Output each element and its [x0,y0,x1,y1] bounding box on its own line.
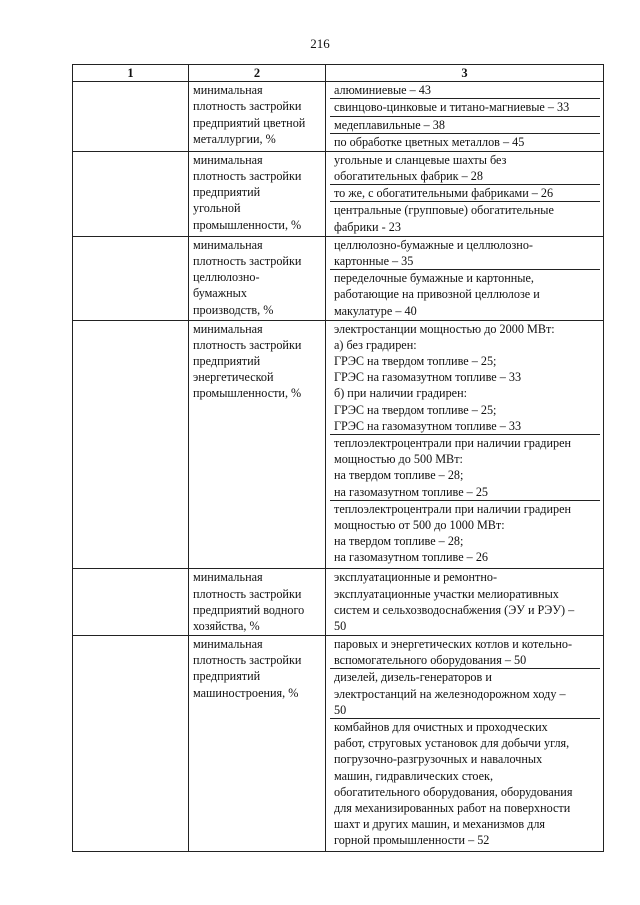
value-line: мощностью от 500 до 1000 МВт: [334,518,505,533]
category-line: минимальная [193,321,263,336]
category-cell [189,320,326,569]
category-line: минимальная [193,237,263,252]
value-line: то же, с обогатительными фабриками – 26 [334,186,554,201]
value-entry [330,270,600,319]
col-1-cell [73,569,189,636]
value-line: погрузочно-разгрузочных и навалочных [334,752,543,767]
norms-table [72,64,604,852]
category-line: минимальная [193,152,263,167]
value-line: обогатительного оборудования, оборудования [334,784,573,799]
category-line: плотность застройки [193,168,302,183]
value-line: мощностью до 500 МВт: [334,452,463,467]
value-entry [330,134,600,150]
value-line: центральные (групповые) обогатительные [334,203,554,218]
table-row [73,236,604,320]
category-line: энергетической [193,370,274,385]
value-line: паровых и энергетических котлов и котельно- [334,636,573,651]
category-line: предприятий [193,669,261,684]
value-line: 50 [334,619,347,633]
value-line: для механизированных работ на поверхности [334,800,571,815]
value-line: работ, струговых установок для добычи угля, [334,736,570,751]
value-line: б) при наличии градирен: [334,386,467,401]
values-cell [326,635,604,851]
value-entry [330,321,600,435]
value-line: по обработке цветных металлов – 45 [334,134,525,149]
value-entry [330,501,600,566]
value-line: свинцово-цинковые и титано-магниевые – 33 [334,100,570,115]
category-line: плотность застройки [193,586,302,601]
value-line: систем и сельхозводоснабжения (ЭУ и РЭУ) – [334,602,575,617]
value-entry [330,636,600,669]
table-row [73,151,604,236]
category-cell [189,635,326,851]
values-cell [326,236,604,320]
header-col-3: 3 [326,65,604,82]
category-line: плотность застройки [193,337,302,352]
col-1-cell [73,635,189,851]
value-line: дизелей, дизель-генераторов и [334,670,492,685]
page-number: 216 [310,36,330,51]
value-line: машин, гидравлических стоек, [334,768,494,783]
category-line: минимальная [193,636,263,651]
category-cell [189,569,326,636]
category-line: предприятий цветной [193,115,306,130]
value-entry [330,669,600,719]
value-line: горной промышленности – 52 [334,833,490,848]
category-line: хозяйства, % [193,619,260,633]
value-line: ГРЭС на газомазутном топливе – 33 [334,370,522,385]
category-line: предприятий [193,185,261,200]
value-line: электростанции мощностью до 2000 МВт: [334,321,555,336]
col-1-cell [73,236,189,320]
value-line: теплоэлектроцентрали при наличии градирен [334,436,571,451]
value-line: обогатительных фабрик – 28 [334,168,483,183]
category-line: промышленности, % [193,386,302,401]
category-line: плотность застройки [193,653,302,668]
table-row [73,82,604,152]
header-row [73,65,604,82]
category-line: металлургии, % [193,131,276,146]
table-row [73,569,604,636]
value-line: вспомогательного оборудования – 50 [334,653,527,668]
value-entry [330,185,600,202]
category-line: угольной [193,201,241,216]
value-line: медеплавильные – 38 [334,117,445,132]
value-line: на газомазутном топливе – 25 [334,484,489,499]
value-entry [330,237,600,270]
category-line: производств, % [193,302,274,317]
category-cell [189,151,326,236]
table-row [73,320,604,569]
category-line: предприятий водного [193,602,305,617]
category-cell [189,236,326,320]
value-line: работающие на привозной целлюлозе и [334,287,540,302]
value-line: алюминиевые – 43 [334,83,431,98]
value-line: ГРЭС на газомазутном топливе – 33 [334,418,522,433]
table-row [73,635,604,851]
category-line: минимальная [193,83,263,98]
category-cell [189,82,326,152]
values-cell [326,151,604,236]
category-line: промышленности, % [193,217,302,232]
value-entry [330,82,600,99]
value-line: картонные – 35 [334,253,414,268]
header-col-1: 1 [73,65,189,82]
value-line: электростанций на железнодорожном ходу – [334,686,566,701]
value-line: макулатуре – 40 [334,303,417,318]
value-line: угольные и сланцевые шахты без [334,152,507,167]
value-line: эксплуатационные участки мелиоративных [334,586,559,601]
value-entry [330,719,600,849]
value-line: эксплуатационные и ремонтно- [334,570,498,585]
values-cell [326,320,604,569]
value-entry [330,569,600,634]
value-line: 50 [334,702,347,717]
value-entry [330,435,600,501]
value-line: ГРЭС на твердом топливе – 25; [334,402,497,417]
value-line: ГРЭС на твердом топливе – 25; [334,354,497,369]
category-line: плотность застройки [193,99,302,114]
value-line: а) без градирен: [334,337,417,352]
col-1-cell [73,151,189,236]
value-line: фабрики - 23 [334,219,401,234]
value-line: комбайнов для очистных и проходческих [334,719,548,734]
col-1-cell [73,82,189,152]
category-line: бумажных [193,286,247,301]
value-entry [330,99,600,116]
values-cell [326,82,604,152]
header-col-2: 2 [189,65,326,82]
category-line: минимальная [193,570,263,585]
value-line: теплоэлектроцентрали при наличии градирен [334,501,571,516]
value-line: на твердом топливе – 28; [334,534,464,549]
category-line: предприятий [193,354,261,369]
value-entry [330,117,600,134]
category-line: машиностроения, % [193,685,299,700]
value-line: целлюлозно-бумажные и целлюлозно- [334,237,533,252]
value-line: шахт и других машин, и механизмов для [334,817,546,832]
category-line: плотность застройки [193,253,302,268]
value-line: на газомазутном топливе – 26 [334,550,489,565]
category-line: целлюлозно- [193,270,260,285]
value-entry [330,152,600,185]
col-1-cell [73,320,189,569]
values-cell [326,569,604,636]
value-line: на твердом топливе – 28; [334,468,464,483]
value-line: переделочные бумажные и картонные, [334,271,534,286]
value-entry [330,202,600,234]
